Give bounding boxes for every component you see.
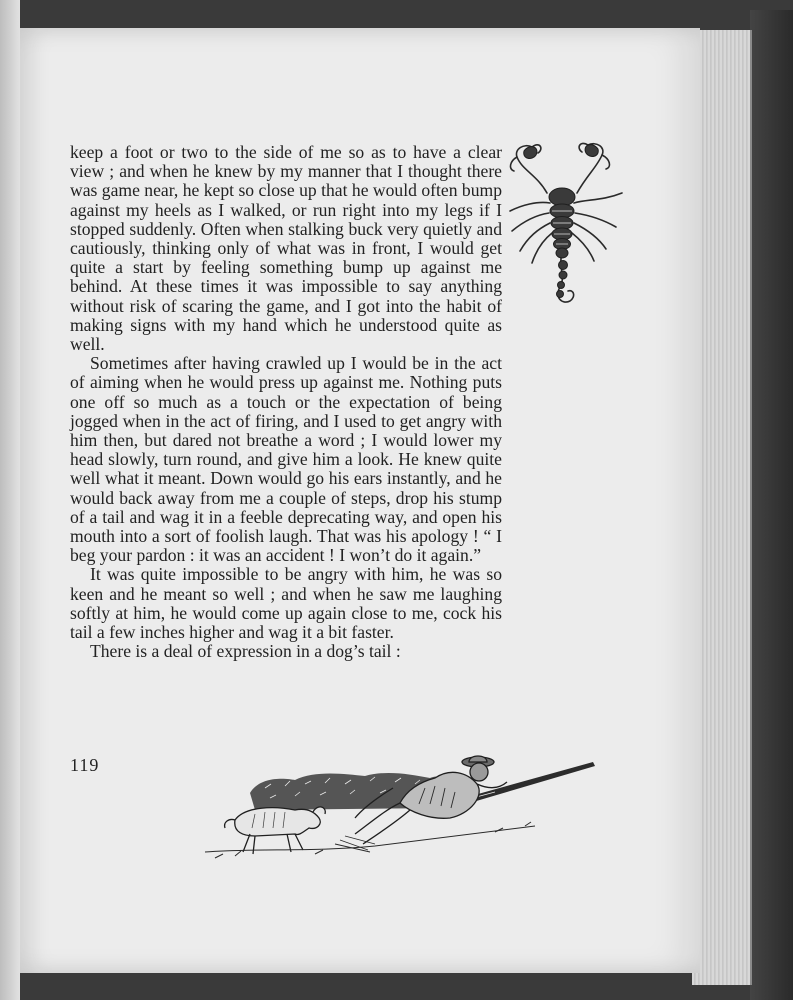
paragraph-3: It was quite impossible to be angry with him, he was so keen and he meant so well ; and when he saw me laughing softly at him, he would come up again close to me, cock his tail a few inches higher and wag it a bit faster. bbox=[70, 564, 502, 643]
hunter-with-dog-illustration bbox=[195, 748, 600, 863]
book-cover bbox=[750, 10, 793, 1000]
page-number: 119 bbox=[70, 755, 100, 775]
left-page-edge bbox=[0, 0, 20, 1000]
scorpion-illustration bbox=[502, 135, 627, 310]
page-stack-edge bbox=[692, 30, 752, 985]
body-text bbox=[70, 143, 502, 661]
paragraph-4: There is a deal of expression in a dog’s tail : bbox=[90, 641, 401, 662]
paragraph-1: keep a foot or two to the side of me so as to have a clear view ; and when he knew by my manner that I thought there was game near, he kept so close up that he would often bump against my heels as I walked, or run right into my legs if I stopped suddenly. Often when stalking buck very quietly and cautiously, thinking only of what was in front, I would get quite a start by feeling something bump up against me behind. At these times it was impossible to say anything without risk of scaring the game, and I got into the habit of making signs with my hand which he understood quite as well. bbox=[70, 142, 502, 355]
paragraph-2: Sometimes after having crawled up I would be in the act of aiming when he would press up against me. Nothing puts one off so much as a touch or the expectation of being jogged when in the act of firing, and I used to get angry with him then, but dared not breathe a word ; I would lower my head slowly, turn round, and give him a look. He knew quite well what it meant. Down would go his ears instantly, and he would back away from me a couple of steps, drop his stump of a tail and wag it in a feeble deprecating way, and open his mouth into a sort of foolish laugh. That was his apology ! “ I beg your pardon : it was an accident ! I won’t do it again.” bbox=[70, 353, 502, 566]
